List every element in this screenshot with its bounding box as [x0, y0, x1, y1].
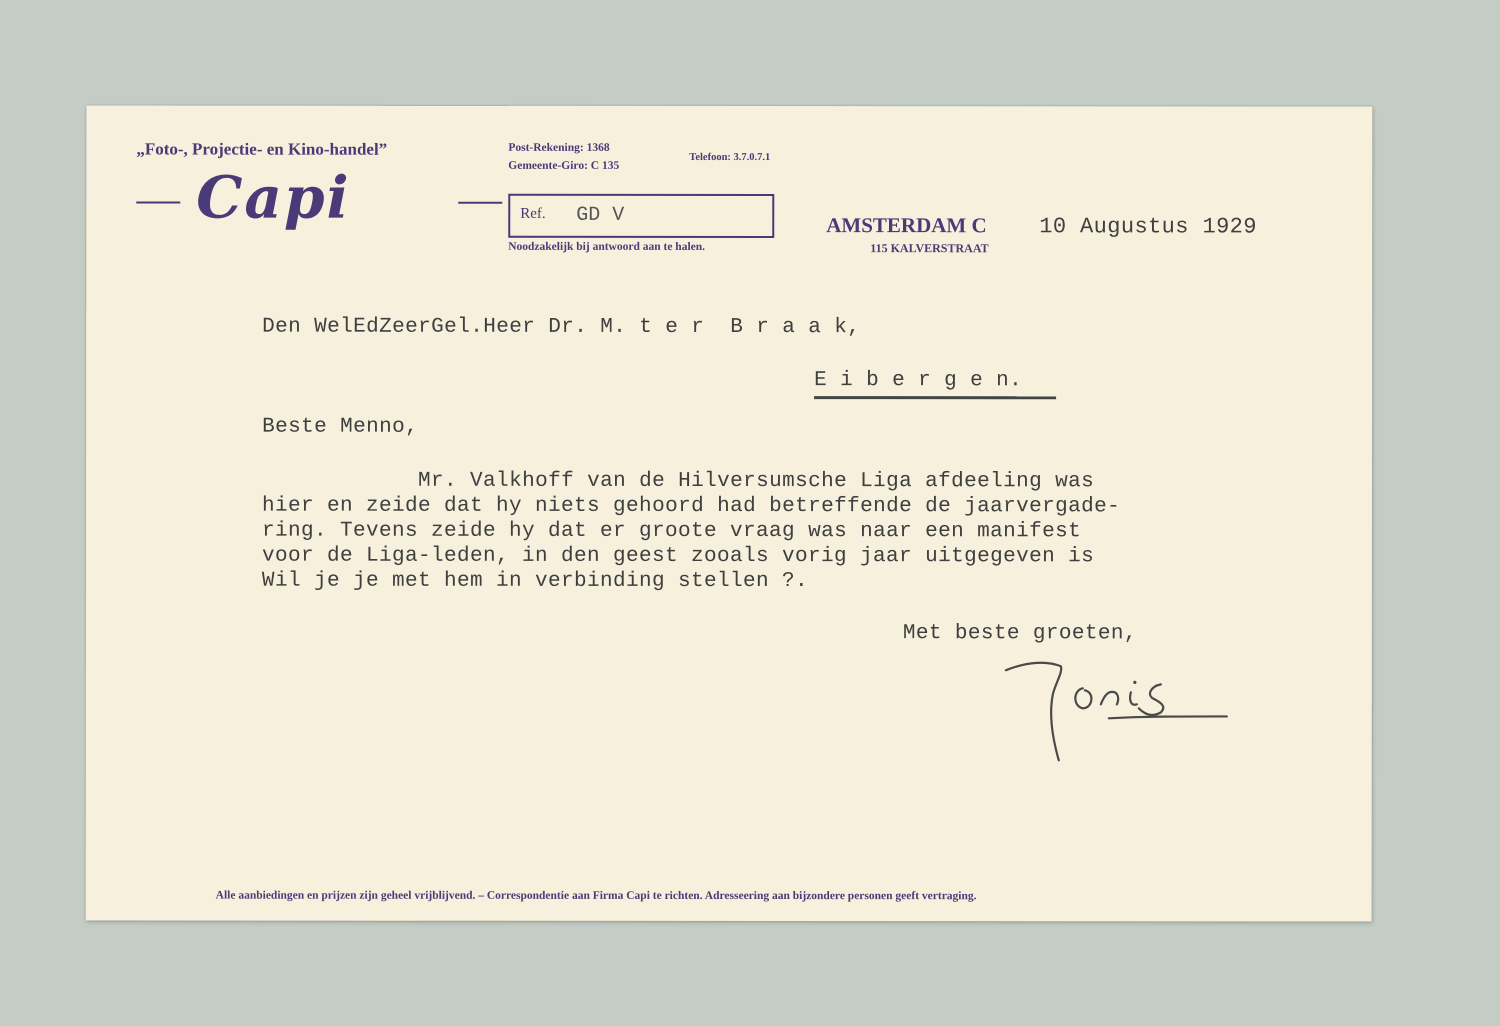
body-line: voor de Liga-leden, in den geest zooals vorig jaar uitgegeven is: [261, 544, 1095, 569]
addressee-line: Den WelEdZeerGel.Heer Dr. M. t e r B r a a k,: [262, 315, 861, 340]
closing-line: Met beste groeten,: [902, 622, 1137, 646]
logo-wordmark: Capi: [196, 163, 351, 232]
reference-value: GD V: [576, 203, 625, 227]
reference-label: Ref.: [520, 205, 546, 222]
body-line: hier en zeide dat hy niets gehoord had betreffende de jaarvergade-: [261, 494, 1121, 519]
gemeente-giro: Gemeente-Giro: C 135: [508, 159, 620, 172]
body-line: ring. Tevens zeide hy dat er groote vraag was naar een manifest: [261, 519, 1082, 544]
salutation: Beste Menno,: [262, 415, 419, 439]
reference-box: [508, 194, 774, 238]
logo-left-rule: [136, 201, 180, 203]
letterhead-footer: Alle aanbiedingen en prijzen zijn geheel vrijblijvend. – Correspondentie aan Firma Capi te richten. Adresseering aan bijzondere personen geeft vertraging.: [215, 889, 977, 903]
letter-sheet: [86, 105, 1373, 921]
reference-note: Noodzakelijk bij antwoord aan te halen.: [508, 240, 706, 253]
telefoon: Telefoon: 3.7.0.7.1: [689, 151, 771, 164]
body-line: Mr. Valkhoff van de Hilversumsche Liga afdeeling was: [262, 469, 1095, 494]
logo-right-rule: [458, 202, 502, 204]
handwritten-signature: [1001, 654, 1241, 764]
letterhead-tagline: „Foto-, Projectie- en Kino-handel”: [136, 139, 388, 159]
post-rekening: Post-Rekening: 1368: [508, 141, 610, 154]
place-underline: [814, 396, 1056, 399]
city-name: AMSTERDAM C: [826, 213, 987, 238]
street-address: 115 KALVERSTRAAT: [870, 241, 989, 256]
letter-date: 10 Augustus 1929: [1039, 214, 1257, 240]
company-logo: [136, 165, 466, 235]
addressee-place: E i b e r g e n.: [814, 369, 1023, 393]
body-line: Wil je je met hem in verbinding stellen ?.: [261, 569, 809, 594]
